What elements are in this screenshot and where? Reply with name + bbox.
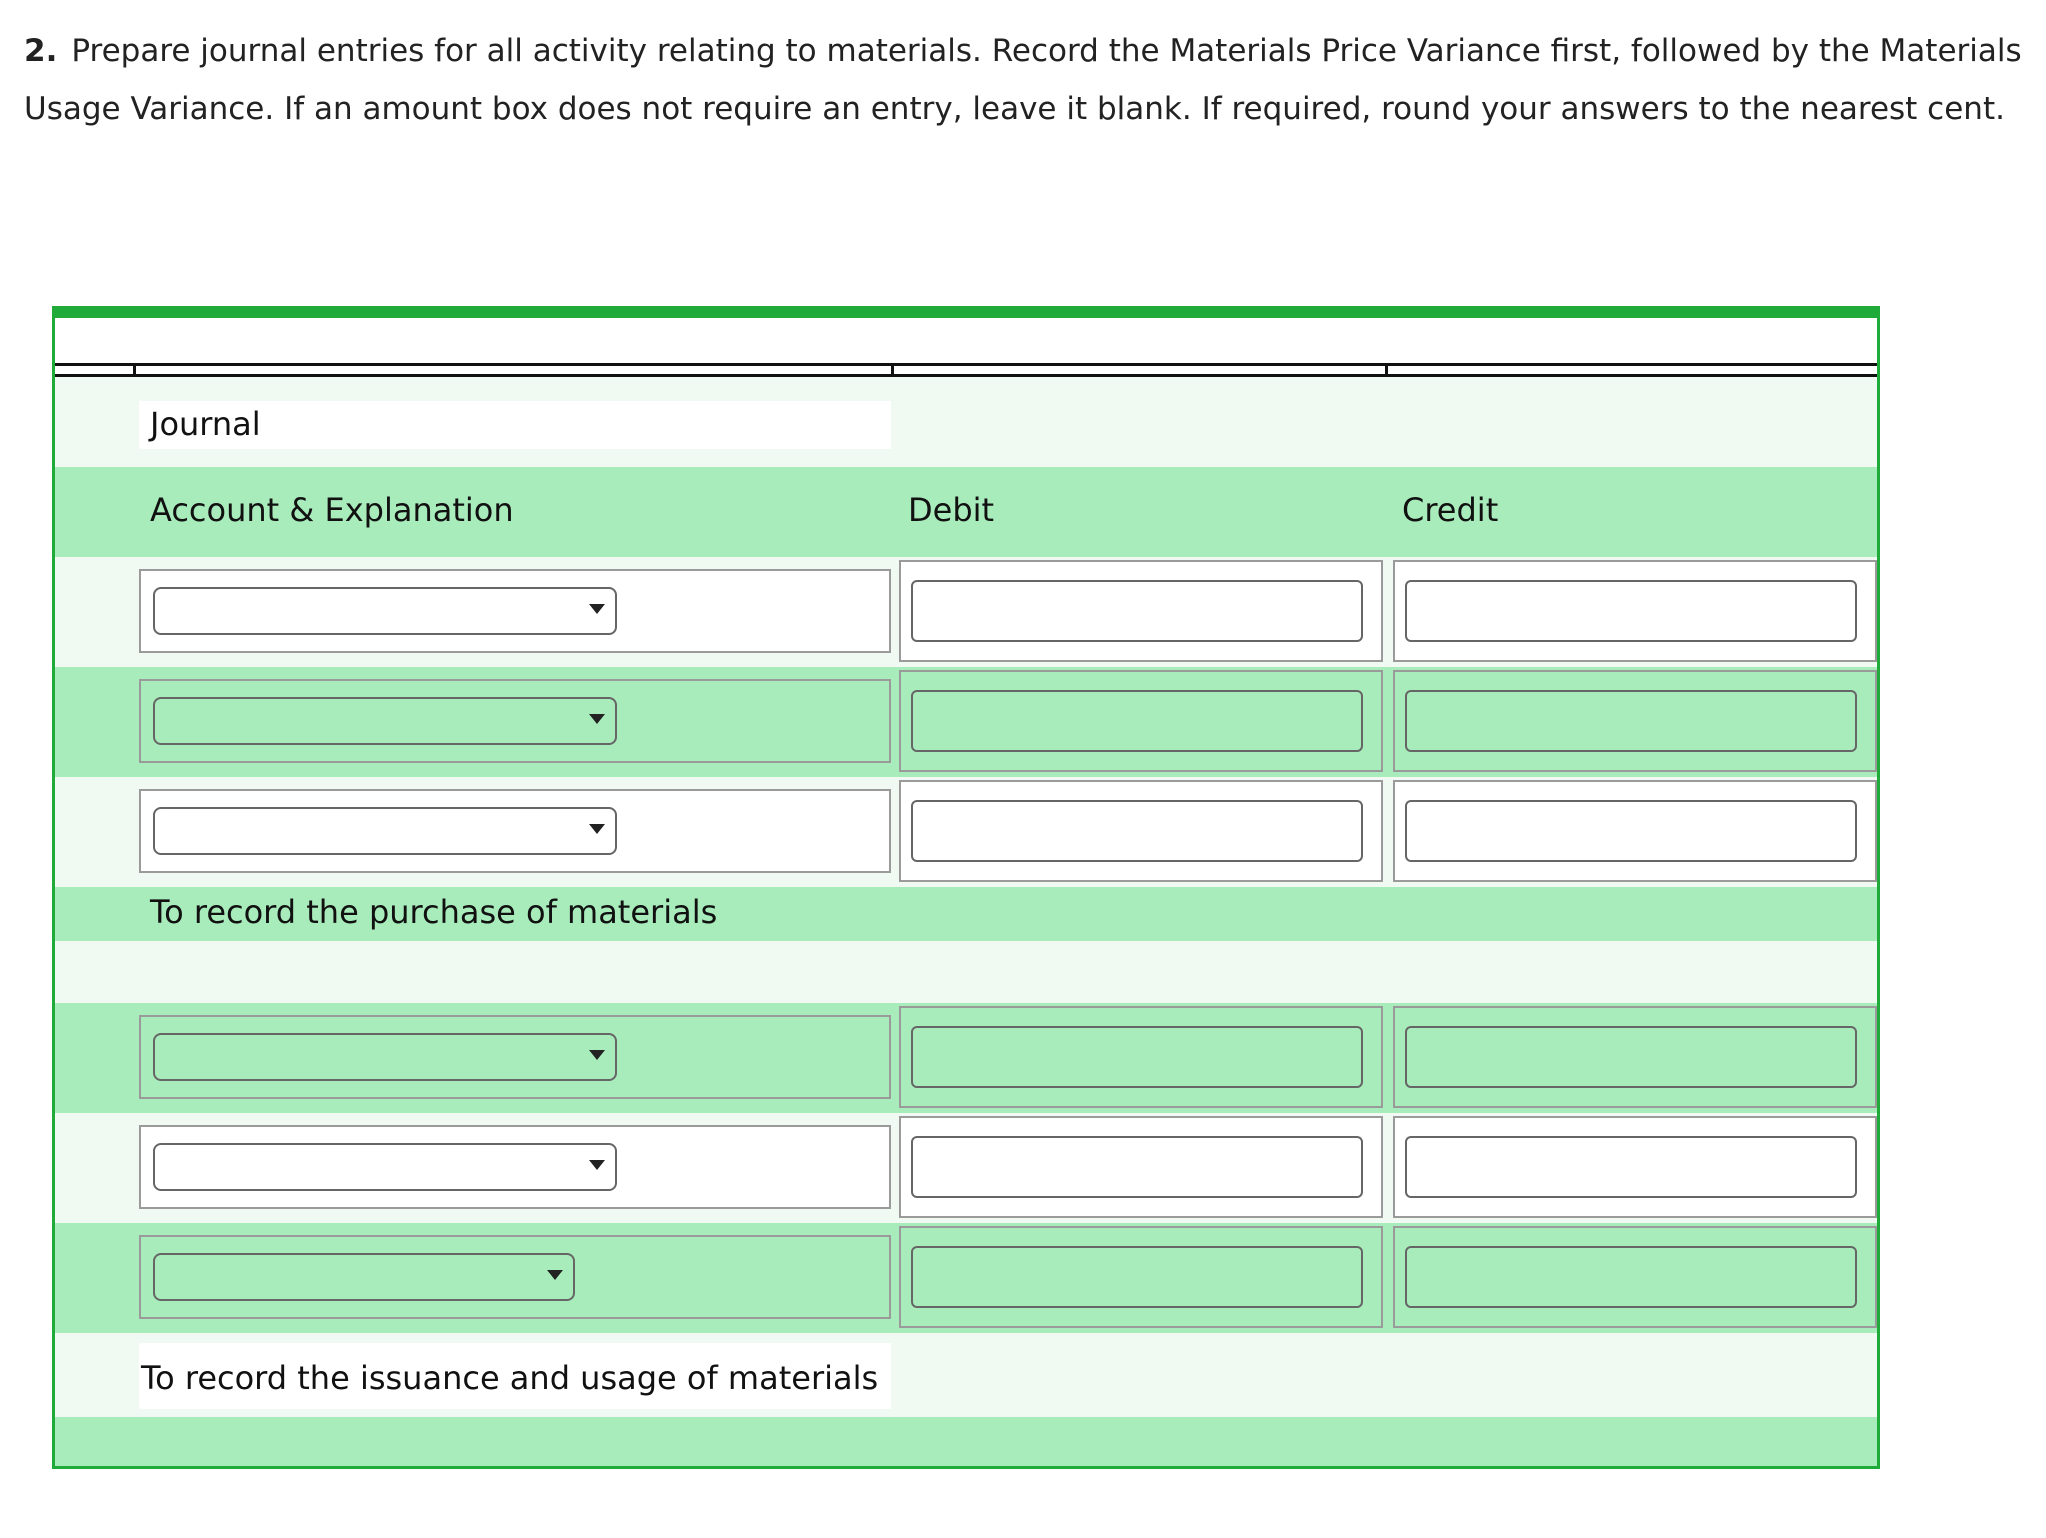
entry2-row1-debit-input[interactable] [911,1026,1363,1088]
account-cell [139,1235,891,1319]
entry2-row3-credit-input[interactable] [1405,1246,1857,1308]
entry1-row2-debit-input[interactable] [911,690,1363,752]
credit-cell [1393,560,1877,662]
entry2-row3-account-select[interactable] [153,1253,575,1301]
entry1-row2-credit-input[interactable] [1405,690,1857,752]
chevron-down-icon [589,604,605,614]
account-cell [139,1125,891,1209]
entry1-row2-account-select[interactable] [153,697,617,745]
chevron-down-icon [547,1270,563,1280]
chevron-down-icon [589,824,605,834]
credit-cell [1393,1116,1877,1218]
entry1-row3-credit-input[interactable] [1405,800,1857,862]
chevron-down-icon [589,1160,605,1170]
account-cell [139,1015,891,1099]
journal-title: Journal [150,405,261,443]
chevron-down-icon [589,1050,605,1060]
entry2-row2-credit-input[interactable] [1405,1136,1857,1198]
entry2-explanation: To record the issuance and usage of materials [141,1359,879,1397]
entry1-row1-debit-input[interactable] [911,580,1363,642]
entry1-explanation: To record the purchase of materials [150,893,718,931]
credit-cell [1393,1226,1877,1328]
debit-cell [899,1116,1383,1218]
column-divider [133,363,136,377]
entry2-row2-debit-input[interactable] [911,1136,1363,1198]
entry1-row1-credit-input[interactable] [1405,580,1857,642]
entry1-row3-account-select[interactable] [153,807,617,855]
debit-cell [899,1226,1383,1328]
entry2-row1-account-select[interactable] [153,1033,617,1081]
debit-cell [899,780,1383,882]
entry2-row2-account-select[interactable] [153,1143,617,1191]
debit-cell [899,670,1383,772]
entry2-row3-debit-input[interactable] [911,1246,1363,1308]
entry-spacer [55,941,1877,1003]
panel-top-bar [52,306,1880,318]
entry1-row1-account-select[interactable] [153,587,617,635]
journal-panel [52,306,1880,1469]
column-divider [891,363,894,377]
credit-cell [1393,1006,1877,1108]
question-number: 2. [24,33,58,69]
account-cell [139,789,891,873]
entry1-row3-debit-input[interactable] [911,800,1363,862]
header-spacer [55,318,1877,366]
instructions-text: Prepare journal entries for all activity relating to materials. Record the Materials Price Variance first, followed by the Materials Usage Variance. If an amount box does not require an entry, leave it blank. If required, round your answers to the nearest cent. [24,33,2022,127]
account-cell [139,569,891,653]
column-header-debit: Debit [908,491,995,529]
account-cell [139,679,891,763]
credit-cell [1393,780,1877,882]
debit-cell [899,560,1383,662]
credit-cell [1393,670,1877,772]
instructions [24,22,2024,138]
panel-footer [55,1417,1877,1466]
column-header-account: Account & Explanation [150,491,514,529]
header-rule [55,363,1877,377]
debit-cell [899,1006,1383,1108]
column-header-credit: Credit [1402,491,1499,529]
column-divider [1385,363,1388,377]
chevron-down-icon [589,714,605,724]
entry2-row1-credit-input[interactable] [1405,1026,1857,1088]
